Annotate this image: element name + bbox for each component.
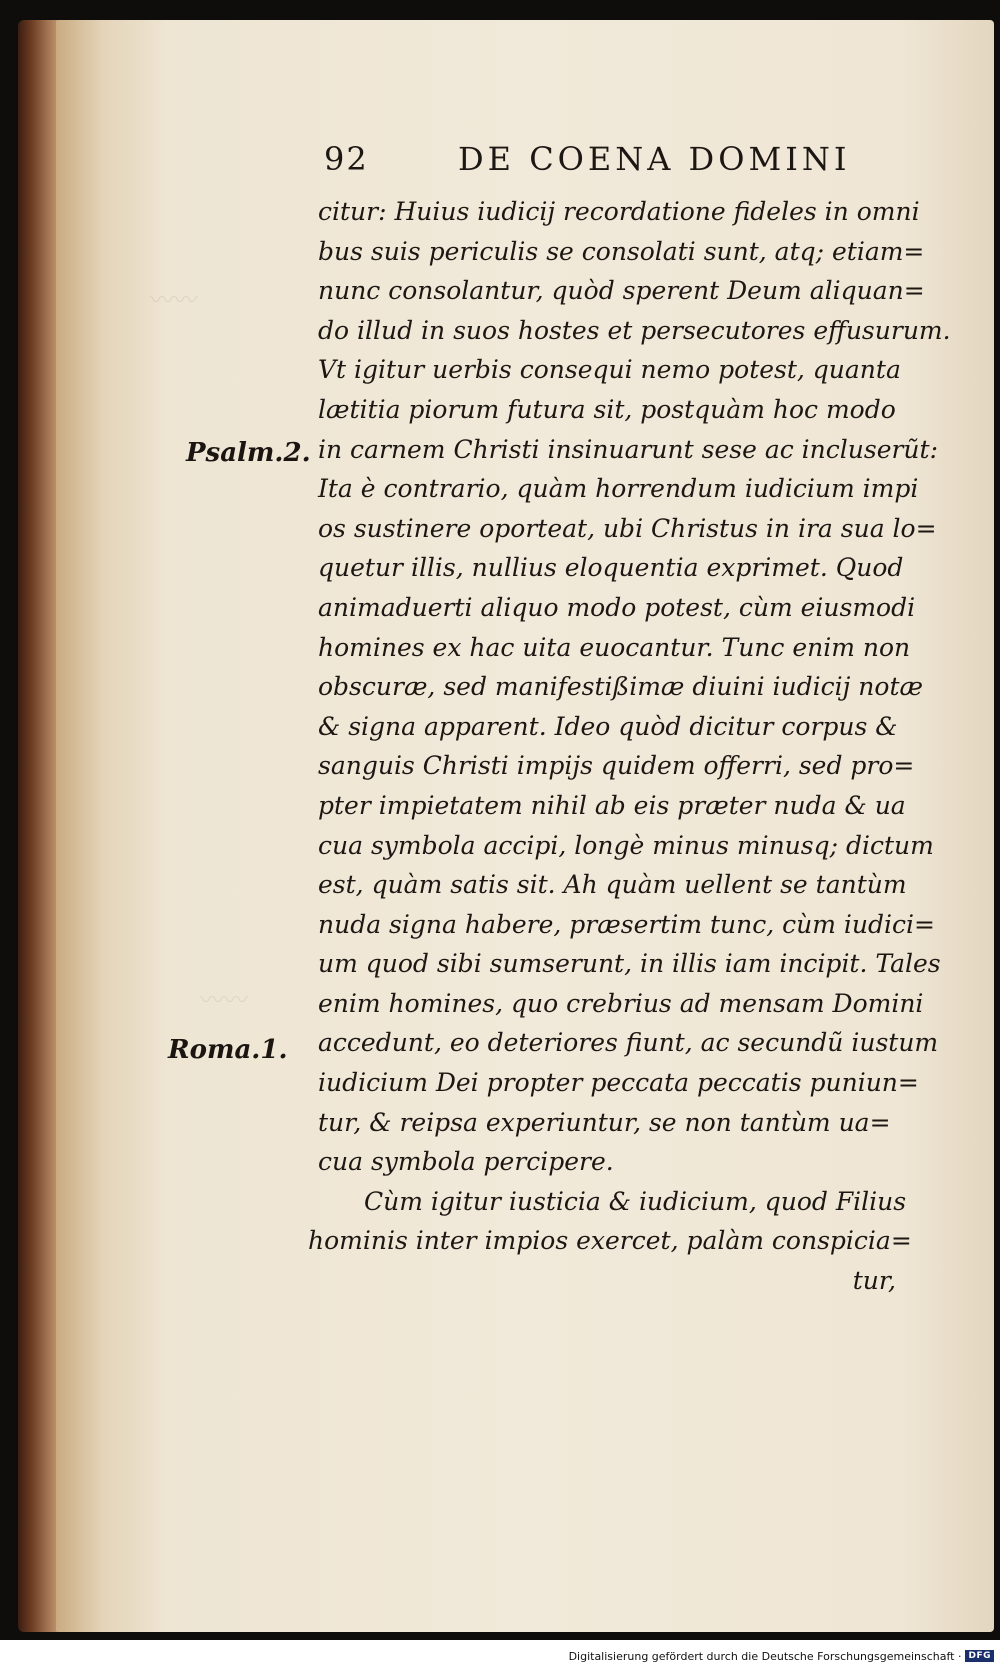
catchword: tur, xyxy=(852,1266,896,1296)
text-line: Ita è contrario, quàm horrendum iudicium impi xyxy=(318,474,919,504)
text-line: Vt igitur uerbis consequi nemo potest, quanta xyxy=(318,355,901,385)
text-line: animaduerti aliquo modo potest, cùm eiusmodi xyxy=(318,592,916,622)
text-line: cua symbola percipere. xyxy=(318,1147,614,1177)
paragraph-start-line: Cùm igitur iusticia & iudicium, quod Filius xyxy=(364,1186,907,1216)
text-line: bus suis periculis se consolati sunt, atq; etiam= xyxy=(318,236,925,266)
show-through-text: 〰〰 xyxy=(200,986,248,1014)
text-line: accedunt, eo deteriores fiunt, ac secundũ iustum xyxy=(318,1028,939,1058)
dfg-logo: DFG xyxy=(965,1650,994,1662)
text-line: & signa apparent. Ideo quòd dicitur corpus & xyxy=(318,711,898,741)
text-line: nunc consolantur, quòd sperent Deum aliquan= xyxy=(318,276,925,306)
text-line: citur: Huius iudicij recordatione fideles in omni xyxy=(318,197,920,226)
text-line: nuda signa habere, præsertim tunc, cùm iudici= xyxy=(318,909,935,939)
margin-note-roma: Roma.1. xyxy=(168,1035,288,1065)
text-line: cua symbola accipi, longè minus minusq; dictum xyxy=(318,830,934,860)
running-title: DE COENA DOMINI xyxy=(458,140,851,178)
text-line: enim homines, quo crebrius ad mensam Domini xyxy=(318,988,924,1018)
text-line: iudicium Dei propter peccata peccatis puniun= xyxy=(318,1068,919,1098)
page-number: 92 xyxy=(324,140,369,178)
text-line: pter impietatem nihil ab eis præter nuda & ua xyxy=(318,790,906,820)
text-line: do illud in suos hostes et persecutores effusurum. xyxy=(318,315,951,345)
text-line: os sustinere oporteat, ubi Christus in ira sua lo= xyxy=(318,513,937,543)
body-text xyxy=(308,192,968,1301)
text-line: quetur illis, nullius eloquentia exprimet. Quod xyxy=(318,553,904,583)
running-head xyxy=(320,140,960,186)
text-line: sanguis Christi impijs quidem offerri, sed pro= xyxy=(318,751,915,781)
text-line: um quod sibi sumserunt, in illis iam incipit. Tales xyxy=(318,949,941,979)
footer-text: Digitalisierung gefördert durch die Deutsche Forschungsgemeinschaft · xyxy=(568,1649,962,1663)
text-line: in carnem Christi insinuarunt sese ac incluserũt: xyxy=(318,434,939,464)
digitization-footer xyxy=(569,1648,994,1664)
margin-note-psalm: Psalm.2. xyxy=(186,438,311,468)
text-line: lætitia piorum futura sit, postquàm hoc modo xyxy=(318,394,896,424)
show-through-text: 〰〰 xyxy=(150,286,198,314)
text-line: obscuræ, sed manifestißimæ diuini iudicij notæ xyxy=(318,672,924,702)
text-line: tur, & reipsa experiuntur, se non tantùm ua= xyxy=(318,1107,891,1137)
text-line: est, quàm satis sit. Ah quàm uellent se tantùm xyxy=(318,870,907,900)
text-line: homines ex hac uita euocantur. Tunc enim non xyxy=(318,632,911,662)
text-line: hominis inter impios exercet, palàm conspicia= xyxy=(308,1226,912,1256)
